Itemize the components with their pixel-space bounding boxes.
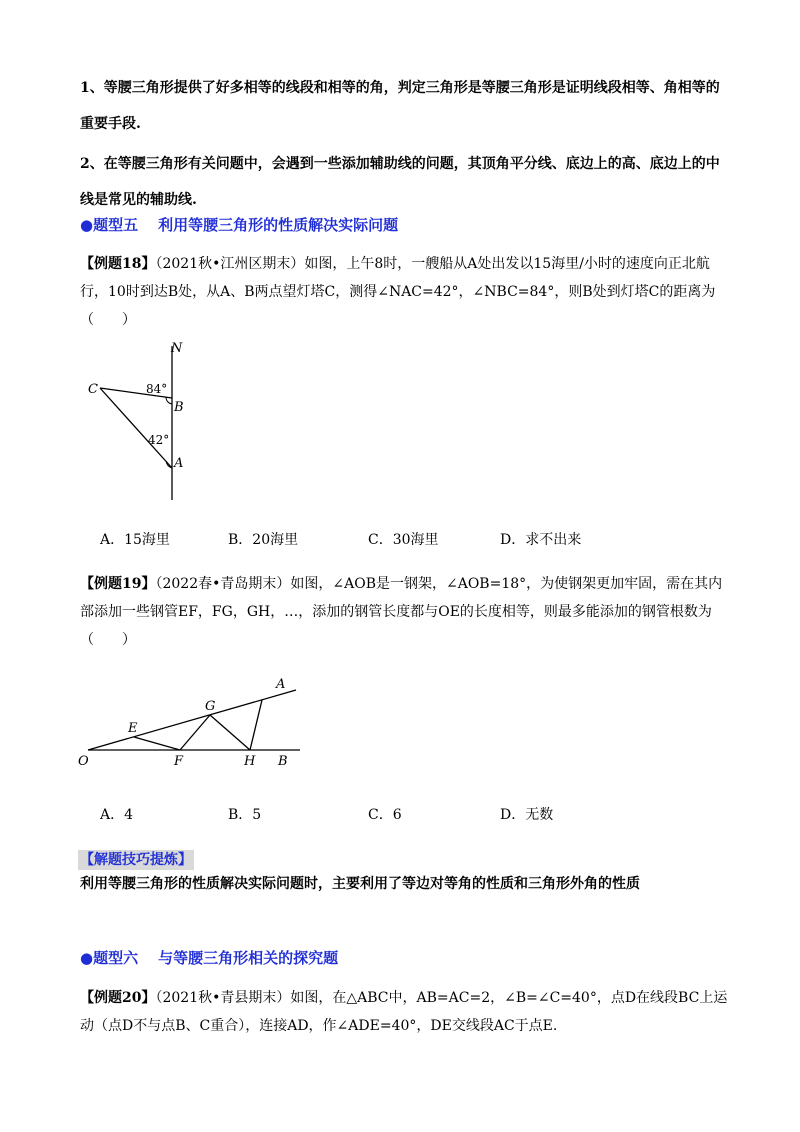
angle-84-label: 84° (146, 382, 168, 396)
example-18-figure (80, 338, 220, 508)
option-b[interactable]: B．20海里 (228, 532, 299, 548)
label-b: B (174, 400, 184, 415)
section-5-label: 题型五 (93, 216, 139, 234)
bullet-icon: ● (80, 216, 94, 234)
example-18-options (100, 529, 720, 551)
label-c: C (88, 382, 98, 397)
pipe-next (250, 700, 262, 750)
label-h: H (244, 754, 256, 769)
option-c[interactable]: C．6 (368, 807, 402, 823)
label-g: G (205, 699, 216, 714)
example-18-text: （2021秋•江州区期末）如图，上午8时，一艘船从A处出发以15海里/小时的速度向正北航行，10时到达B处，从A、B两点望灯塔C，测得∠NAC=42°，∠NBC=84°，则B处到灯塔C的距离为（ ） (80, 256, 716, 328)
label-a: A (174, 456, 184, 471)
example-20-text: （2021秋•青县期末）如图，在△ABC中，AB=AC=2，∠B=∠C=40°，点D在线段BC上运动（点D不与点B、C重合），连接AD，作∠ADE=40°，DE交线段AC于点E. (80, 990, 728, 1034)
section-6-label: 题型六 (93, 949, 139, 967)
example-20-tag: 【例题20】 (80, 990, 156, 1006)
label-a: A (276, 677, 286, 692)
example-20 (80, 984, 732, 1040)
section-5-heading (80, 213, 398, 237)
tip-2: 2、在等腰三角形有关问题中，会遇到一些添加辅助线的问题，其顶角平分线、底边上的高、底边上的中线是常见的辅助线. (80, 156, 720, 208)
technique-label: 【解题技巧提炼】 (80, 852, 192, 868)
pipe-fg (180, 715, 210, 750)
option-a[interactable]: A．15海里 (100, 532, 170, 548)
line-ca (100, 388, 172, 468)
angle-42-label: 42° (148, 433, 170, 447)
example-19-figure (70, 670, 320, 780)
label-f: F (174, 754, 184, 769)
label-b: B (278, 754, 288, 769)
section-5-title: 利用等腰三角形的性质解决实际问题 (158, 216, 399, 234)
pipe-ef (134, 737, 180, 750)
ray-oa (88, 690, 296, 750)
example-18-tag: 【例题18】 (80, 256, 156, 272)
option-b[interactable]: B．5 (228, 807, 262, 823)
section-6-title: 与等腰三角形相关的探究题 (158, 949, 339, 967)
option-c[interactable]: C．30海里 (368, 532, 439, 548)
technique-text: 利用等腰三角形的性质解决实际问题时，主要利用了等边对等角的性质和三角形外角的性质 (80, 876, 640, 892)
tip-1: 1、等腰三角形提供了好多相等的线段和相等的角，判定三角形是等腰三角形是证明线段相等、角相等的重要手段. (80, 80, 720, 132)
section-6-heading (80, 946, 338, 970)
label-o: O (78, 754, 89, 769)
option-d[interactable]: D．求不出来 (500, 532, 582, 548)
example-19-tag: 【例题19】 (80, 576, 156, 592)
pipe-gh (210, 715, 250, 750)
example-19 (80, 570, 732, 654)
bullet-icon: ● (80, 949, 94, 967)
label-e: E (128, 721, 138, 736)
label-n: N (171, 341, 183, 356)
example-19-options (100, 804, 720, 826)
example-18 (80, 250, 732, 334)
example-19-text: （2022春•青岛期末）如图，∠AOB是一钢架，∠AOB=18°，为使钢架更加牢固，需在其内部添加一些钢管EF，FG，GH，…，添加的钢管长度都与OE的长度相等，则最多能添加的钢管根数为（ ） (80, 576, 723, 648)
option-a[interactable]: A．4 (100, 807, 134, 823)
option-d[interactable]: D．无数 (500, 807, 554, 823)
